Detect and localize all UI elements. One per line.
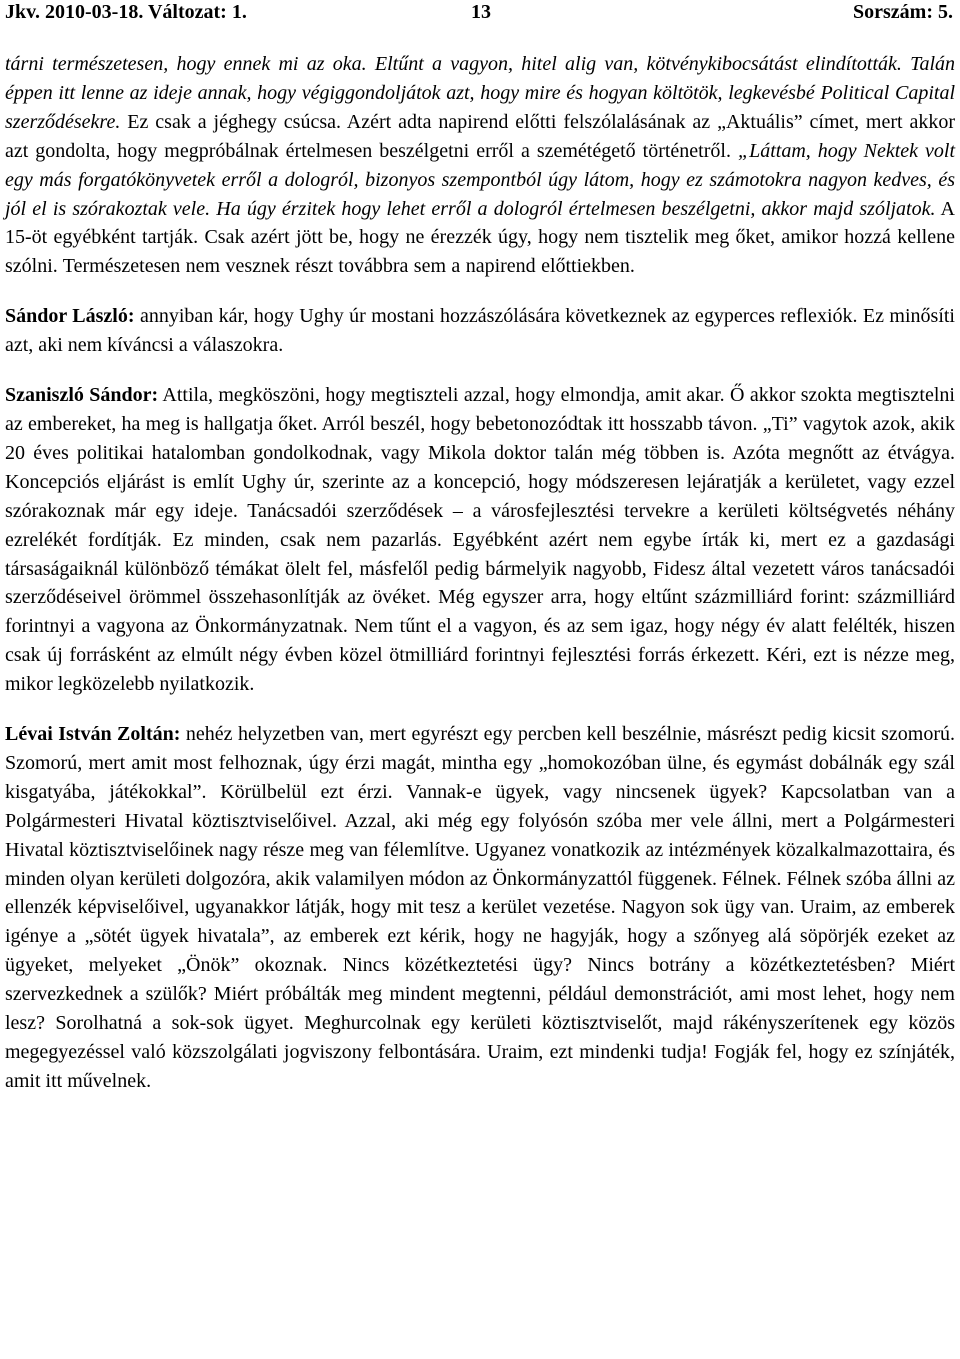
paragraph-continued-speech (5, 50, 955, 281)
paragraph-text: nehéz helyzetben van, mert egyrészt egy percben kell beszélnie, másrészt pedig kicsit szomorú. Szomorú, mert amit most felhoznak, úgy érzi magát, mintha egy „homokozóban ülne, és egymást dobálnák egy szál kisgatyába, játékokkal”. Körülbelül ezt érzi. Vannak-e ügyek, vagy nincsenek ügyek? Kapcsolatban van a Polgármesteri Hivatal köztisztviselőivel. Azzal, aki még egy folyósón szóba mer vele állni, mert a Polgármesteri Hivatal köztisztviselőinek nagy része meg van félemlítve. Ugyanez vonatkozik az intézmények közalkalmazottaira, és minden olyan kerületi dolgozóra, akik valamilyen módon az Önkormányzattól függenek. Félnek. Félnek szóba állni az ellenzék képviselőivel, ugyanakkor látják, hogy mit tesz a kerület vezetése. Nagyon sok ügy van. Uraim, az emberek igénye a „sötét ügyek hivatala”, az emberek ezt kérik, hogy ne hagyják, hogy a szőnyeg alá söpörjék ezeket az ügyeket, melyeket „Önök” okoznak. Nincs közétkeztetési ügy? Nincs botrány a közétkeztetésben? Miért szervezkednek a szülők? Miért próbálták meg mindent megtenni, például demonstrációt, ami most lehet, hogy nem lesz? Sorolhatná a sok-sok ügyet. Meghurcolnak egy kerületi köztisztviselőt, majd rákényszerítenek egy közös megegyezéssel való közszolgálati jogviszony felbontására. Uraim, ezt mindenki tudja! Fogják fel, hogy ez színjáték, amit itt művelnek. (5, 723, 955, 1092)
paragraph-sandor-laszlo (5, 302, 955, 360)
paragraph-text: A 15-öt egyébként tartják. Csak azért jött be, hogy ne érezzék úgy, hogy nem tisztelik meg őket, amikor hozzá kellene szólni. Természetesen nem vesznek részt továbbra sem a napirend előttiekben. (5, 197, 955, 278)
paragraph-szanisz-sandor (5, 381, 955, 699)
italic-quote: tárni természetesen, hogy ennek mi az oka. Eltűnt a vagyon, hitel alig van, kötvénykibocsátást elindították. Talán éppen itt lenne az ideje annak, hogy végiggondoljátok azt, hogy mire és hogyan költötök, legkevésbé Political Capital szerződésekre. (5, 53, 955, 133)
document-version-label: Jkv. 2010-03-18. Változat: 1. (5, 1, 247, 23)
speaker-name: Sándor László: (5, 305, 135, 328)
speaker-name: Szaniszló Sándor: (5, 384, 159, 407)
paragraph-text: Ez csak a jéghegy csúcsa. Azért adta napirend előtti felszólalásának az „Aktuális” címet, mert akkor azt gondolta, hogy megpróbálnak értelmesen beszélgetni erről a szemétégető történetről. (5, 110, 955, 162)
paragraph-text: annyiban kár, hogy Ughy úr mostani hozzászólására következnek az egyperces reflexiók. Ez minősíti azt, aki nem kíváncsi a válaszokra. (5, 305, 955, 357)
paragraph-levai-istvan-zoltan (5, 720, 955, 1096)
page-number: 13 (471, 1, 491, 23)
minutes-body (5, 50, 955, 1096)
italic-quote: „Láttam, hogy Nektek volt egy más forgatókönyvetek erről a dologról, bizonyos szempontból úgy látom, hogy ez számotokra nagyon kedves, és jól el is szórakoztak vele. Ha úgy érzitek hogy lehet erről a dologról értelmesen beszélgetni, akkor majd szóljatok. (5, 139, 955, 220)
paragraph-text: Attila, megköszöni, hogy megtiszteli azzal, hogy elmondja, amit akar. Ő akkor szokta megtisztelni az embereket, ha meg is hallgatja őket. Arról beszél, hogy bebetonozódtak itt hosszabb távon. „Ti” vagytok azok, akik 20 éves politikai hatalomban gondolkodnak, vagy Mikola doktor talán még többen is. Azóta megnőtt az étvágya. Koncepciós eljárást is említ Ughy úr, szerinte az a koncepció, hogy módszeresen lejáratják a kerületet, vagy ezzel szórakoznak már egy ideje. Tanácsadói szerződések – a városfejlesztési tervekre a kerületi költségvetés néhány ezrelékét fordítják. Ez minden, csak nem pazarlás. Egyébként azért nem egybe írták ki, mert ez a gazdasági társaságaiknál különböző témákat ölelt fel, másfelől pedig bármelyik nagyobb, Fidesz által vezetett város tanácsadói szerződéseivel örömmel összehasonlítják az övéket. Még egyszer arra, hogy eltűnt százmilliárd forint: százmilliárd forintnyi a vagyona az Önkormányzatnak. Nem tűnt el a vagyon, és az sem igaz, hogy négy év alatt felélték, hiszen csak új forrásként az elmúlt négy évben közel ötmilliárd forintnyi fejlesztési forrás érkezett. Kéri, ezt is nézze meg, mikor legközelebb nyilatkozik. (5, 384, 955, 696)
page-header (5, 0, 953, 24)
speaker-name: Lévai István Zoltán: (5, 723, 181, 746)
serial-number-label: Sorszám: 5. (853, 1, 953, 23)
